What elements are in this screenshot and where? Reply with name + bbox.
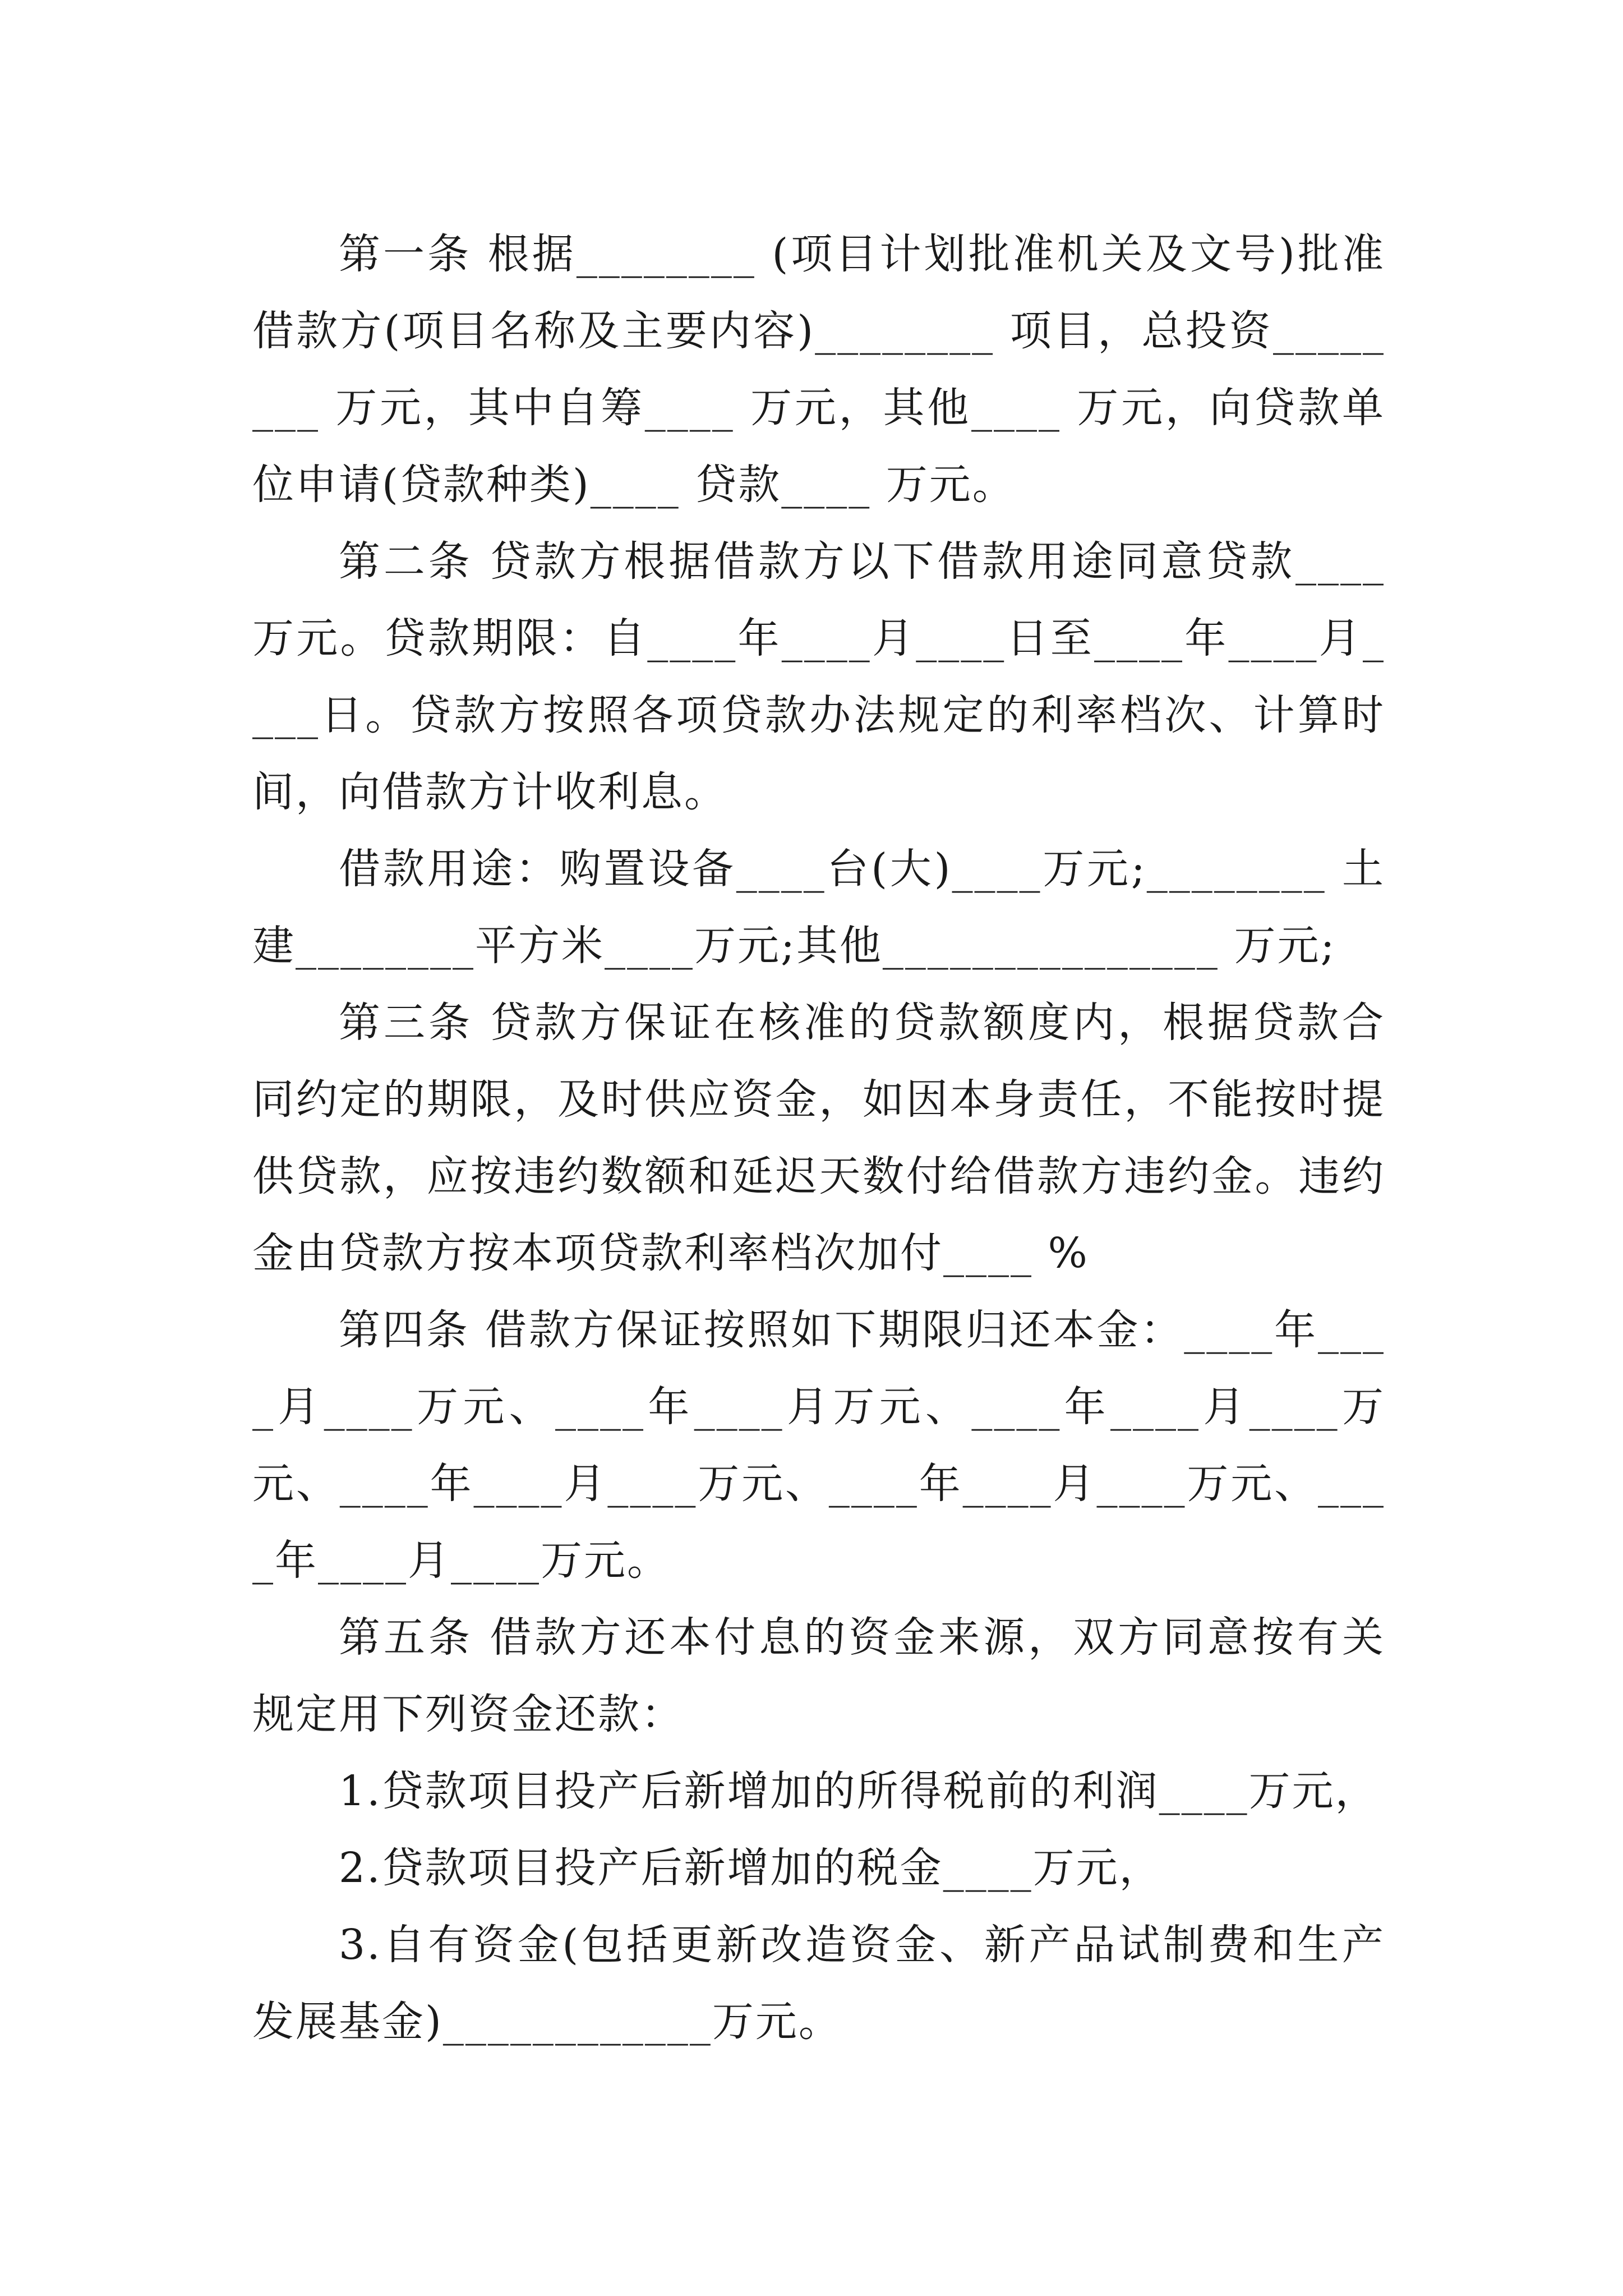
article-5: 第五条 借款方还本付息的资金来源，双方同意按有关规定用下列资金还款： bbox=[252, 1613, 1385, 1738]
repayment-source-2: 2.贷款项目投产后新增加的税金____万元， bbox=[339, 1844, 1163, 1892]
loan-purpose: 借款用途：购置设备____台(大)____万元;________ 土建________平方米____万元;其他_______________ 万元; bbox=[252, 845, 1385, 970]
article-4: 第四条 借款方保证按照如下期限归还本金：____年____月____万元、____年____月万元、____年____月____万元、____年____月____万元、____年____月____万元、____年____月____万元。 bbox=[252, 1306, 1385, 1585]
contract-body bbox=[252, 216, 1385, 2060]
article-2: 第二条 贷款方根据借款方以下借款用途同意贷款____万元。贷款期限：自____年____月____日至____年____月____日。贷款方按照各项贷款办法规定的利率档次、计算时间，向借款方计收利息。 bbox=[252, 537, 1385, 816]
repayment-source-1: 1.贷款项目投产后新增加的所得税前的利润____万元， bbox=[339, 1767, 1378, 1815]
article-1: 第一条 根据________ (项目计划批准机关及文号)批准借款方(项目名称及主要内容)________ 项目，总投资________ 万元，其中自筹____ 万元，其他____ 万元，向贷款单位申请(贷款种类)____ 贷款____ 万元。 bbox=[252, 230, 1385, 509]
repayment-source-3: 3.自有资金(包括更新改造资金、新产品试制费和生产发展基金)____________万元。 bbox=[252, 1921, 1385, 2046]
article-3: 第三条 贷款方保证在核准的贷款额度内，根据贷款合同约定的期限，及时供应资金，如因本身责任，不能按时提供贷款，应按违约数额和延迟天数付给借款方违约金。违约金由贷款方按本项贷款利率档次加付____ % bbox=[252, 999, 1385, 1277]
